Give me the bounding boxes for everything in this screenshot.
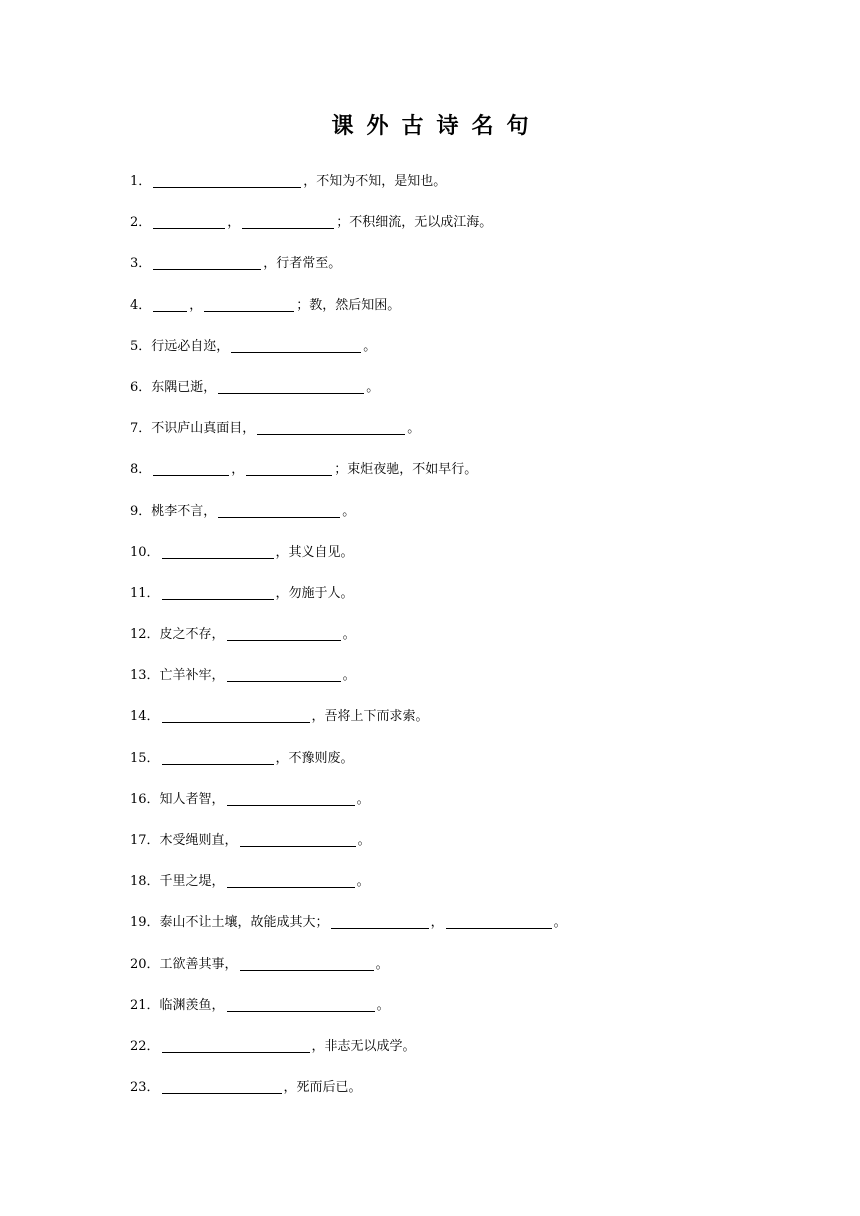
- question-item: [130, 996, 830, 1037]
- question-number: 18．: [130, 874, 160, 890]
- answer-blank[interactable]: [153, 214, 225, 229]
- question-number: 13．: [130, 668, 160, 684]
- question-number: 3．: [130, 256, 152, 272]
- question-text: ，: [430, 915, 444, 931]
- question-text: ，其义自见。: [275, 544, 354, 560]
- question-text: 不识庐山真面目，: [151, 421, 256, 437]
- question-number: 9．: [130, 503, 152, 519]
- question-text: 。: [363, 338, 377, 354]
- answer-blank[interactable]: [240, 832, 356, 847]
- question-item: [130, 460, 830, 501]
- question-number: 15．: [130, 750, 160, 766]
- answer-blank[interactable]: [331, 914, 429, 929]
- answer-blank[interactable]: [257, 420, 405, 435]
- question-item: [130, 955, 830, 996]
- question-text: ，非志无以成学。: [311, 1038, 416, 1054]
- question-text: ，行者常至。: [263, 256, 342, 272]
- question-item: [130, 790, 830, 831]
- question-number: 1．: [130, 174, 152, 189]
- question-text: ，勿施于人。: [275, 585, 354, 601]
- answer-blank[interactable]: [153, 173, 301, 188]
- question-number: 19．: [130, 915, 160, 931]
- question-number: 16．: [130, 791, 160, 807]
- answer-blank[interactable]: [153, 461, 229, 476]
- question-item: [130, 584, 830, 625]
- question-number: 8．: [130, 462, 152, 478]
- question-item: [130, 213, 830, 254]
- question-item: [130, 1078, 830, 1119]
- question-item: [130, 913, 830, 954]
- answer-blank[interactable]: [162, 1038, 310, 1053]
- question-number: 4．: [130, 297, 152, 313]
- question-item: [130, 254, 830, 295]
- question-item: [130, 625, 830, 666]
- question-item: [130, 749, 830, 790]
- question-text: 。: [342, 627, 356, 643]
- question-item: [130, 831, 830, 872]
- answer-blank[interactable]: [246, 461, 332, 476]
- question-text: 。: [407, 421, 421, 437]
- question-text: 。: [342, 503, 356, 519]
- question-text: 皮之不存，: [159, 627, 225, 643]
- question-text: 亡羊补牢，: [159, 668, 225, 684]
- question-number: 20．: [130, 956, 160, 972]
- question-item: [130, 1037, 830, 1078]
- question-text: 行远必自迩，: [151, 338, 230, 354]
- question-text: ，: [189, 297, 203, 313]
- answer-blank[interactable]: [162, 750, 274, 765]
- question-text: ；教，然后知困。: [296, 297, 401, 313]
- answer-blank[interactable]: [242, 214, 334, 229]
- question-number: 2．: [130, 215, 152, 231]
- question-item: [130, 707, 830, 748]
- answer-blank[interactable]: [162, 1079, 282, 1094]
- question-text: ，: [227, 215, 241, 231]
- question-number: 11．: [130, 585, 160, 601]
- question-number: 23．: [130, 1080, 160, 1096]
- question-item: [130, 172, 830, 213]
- page-title: 课外古诗名句: [331, 114, 542, 139]
- question-item: [130, 419, 830, 460]
- question-text: 东隅已逝，: [151, 379, 217, 395]
- question-text: ，吾将上下而求索。: [311, 709, 429, 725]
- question-text: ；不积细流，无以成江海。: [336, 215, 493, 231]
- answer-blank[interactable]: [227, 997, 375, 1012]
- question-text: ，死而后已。: [283, 1080, 362, 1096]
- question-item: [130, 337, 830, 378]
- question-item: [130, 378, 830, 419]
- answer-blank[interactable]: [227, 791, 355, 806]
- answer-blank[interactable]: [162, 585, 274, 600]
- question-item: [130, 666, 830, 707]
- question-text: 千里之堤，: [159, 874, 225, 890]
- answer-blank[interactable]: [227, 667, 341, 682]
- answer-blank[interactable]: [153, 255, 261, 270]
- answer-blank[interactable]: [231, 338, 361, 353]
- question-text: 泰山不让土壤，故能成其大；: [159, 915, 329, 931]
- question-item: [130, 296, 830, 337]
- question-text: 木受绳则直，: [159, 833, 238, 848]
- question-number: 6．: [130, 379, 152, 395]
- question-number: 7．: [130, 421, 152, 437]
- question-text: ，不豫则废。: [275, 750, 354, 766]
- question-text: 。: [356, 791, 370, 807]
- question-item: [130, 872, 830, 913]
- question-number: 14．: [130, 709, 160, 725]
- question-list: [130, 172, 830, 1119]
- answer-blank[interactable]: [240, 956, 374, 971]
- question-text: ；束炬夜驰，不如早行。: [334, 462, 478, 478]
- question-text: 。: [342, 668, 356, 684]
- answer-blank[interactable]: [218, 379, 364, 394]
- answer-blank[interactable]: [153, 297, 187, 312]
- answer-blank[interactable]: [218, 503, 340, 518]
- question-text: 。: [366, 379, 380, 395]
- question-number: 5．: [130, 338, 152, 354]
- question-text: 工欲善其事，: [159, 956, 238, 972]
- question-text: ，不知为不知，是知也。: [303, 174, 447, 189]
- question-text: 。: [376, 997, 390, 1013]
- answer-blank[interactable]: [162, 544, 274, 559]
- question-text: 。: [356, 874, 370, 890]
- question-text: 。: [553, 915, 567, 931]
- answer-blank[interactable]: [227, 626, 341, 641]
- answer-blank[interactable]: [446, 914, 552, 929]
- question-number: 12．: [130, 627, 160, 643]
- question-text: 桃李不言，: [151, 503, 217, 519]
- question-item: [130, 543, 830, 584]
- question-number: 22．: [130, 1038, 160, 1054]
- answer-blank[interactable]: [204, 297, 294, 312]
- question-text: 临渊羡鱼，: [159, 997, 225, 1013]
- question-item: [130, 502, 830, 543]
- answer-blank[interactable]: [227, 873, 355, 888]
- question-text: ，: [231, 462, 245, 478]
- question-text: 。: [375, 956, 389, 972]
- question-text: 知人者智，: [159, 791, 225, 807]
- question-text: 。: [357, 833, 371, 848]
- question-number: 17．: [130, 833, 160, 848]
- question-number: 21．: [130, 997, 160, 1013]
- answer-blank[interactable]: [162, 708, 310, 723]
- question-number: 10．: [130, 544, 160, 560]
